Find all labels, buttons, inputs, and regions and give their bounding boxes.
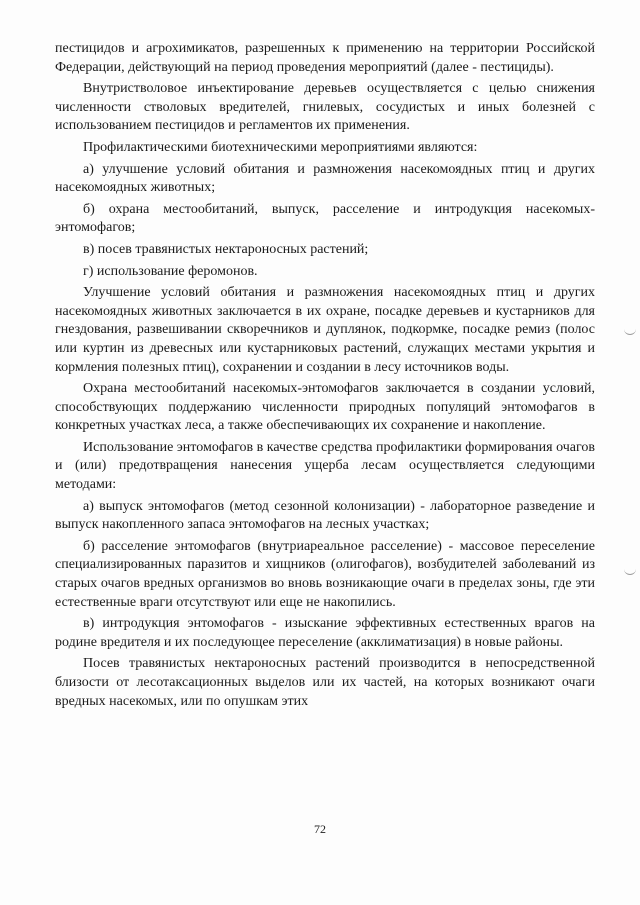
paragraph-trunk-injection: Внутристволовое инъектирование деревьев осуществляется с целью снижения численности стволовых вредителей, гнилевых, сосудистых и иных болезней с использованием пестицидов и регламентов их применения.: [55, 81, 595, 134]
list-item-g-pheromones: г) использование феромонов.: [83, 263, 258, 279]
method-a-release: а) выпуск энтомофагов (метод сезонной колонизации) - лабораторное разведение и выпуск накопленного запаса энтомофагов на лесных участках;: [55, 498, 595, 533]
paragraph-habitat-protection: Охрана местообитаний насекомых-энтомофагов заключается в создании условий, способствующих поддержанию численности природных популяций энтомофагов в конкретных участках леса, а также обеспечивающих их сохранение и накопление.: [55, 381, 595, 434]
paragraph-birds-conditions: Улучшение условий обитания и размножения насекомоядных птиц и других насекомоядных животных заключается в их охране, посадке деревьев и кустарников для гнездования, развешивании скворечников и дуплянок, подкормке, посадке ремиз (полос или куртин из древесных или кустарниковых растений, служащих местами укрытия и кормления полезных птиц), сохранении и создании в лесу источников воды.: [55, 285, 595, 375]
list-item-a-birds: а) улучшение условий обитания и размножения насекомоядных птиц и других насекомоядных животных;: [55, 161, 595, 196]
method-b-resettlement: б) расселение энтомофагов (внутриареальное расселение) - массовое переселение специализированных паразитов и хищников (олигофагов), возбудителей заболеваний из старых очагов вредных организмов во вновь возникающие очаги в пределах зоны, где эти естественные враги отсутствуют или еще не накопились.: [55, 538, 595, 610]
paragraph-nectar-sowing: Посев травянистых нектароносных растений производится в непосредственной близости от лесотаксационных выделов или их частей, на которых возникают очаги вредных насекомых, или по опушкам этих: [55, 656, 595, 709]
body-text: [55, 40, 595, 714]
paragraph-entomophage-methods: Использование энтомофагов в качестве средства профилактики формирования очагов и (или) предотвращения нанесения ущерба лесам осуществляется следующими методами:: [55, 439, 595, 493]
list-item-v-nectar-plants: в) посев травянистых нектароносных растений;: [83, 241, 369, 257]
binding-hole-mark: [624, 566, 636, 575]
method-v-introduction: в) интродукция энтомофагов - изыскание эффективных естественных врагов на родине вредителя и их последующее переселение (акклиматизация) в новые районы.: [55, 616, 595, 650]
paragraph-pesticides-continuation: пестицидов и агрохимикатов, разрешенных к применению на территории Российской Федерации, действующий на период проведения мероприятий (далее - пестициды).: [55, 41, 595, 75]
paragraph-biotech-measures-intro: Профилактическими биотехническими мероприятиями являются:: [83, 139, 478, 155]
binding-hole-mark: [624, 326, 636, 335]
list-item-b-entomophages: б) охрана местообитаний, выпуск, расселение и интродукция насекомых-энтомофагов;: [55, 201, 595, 236]
page-number: 72: [314, 822, 326, 836]
